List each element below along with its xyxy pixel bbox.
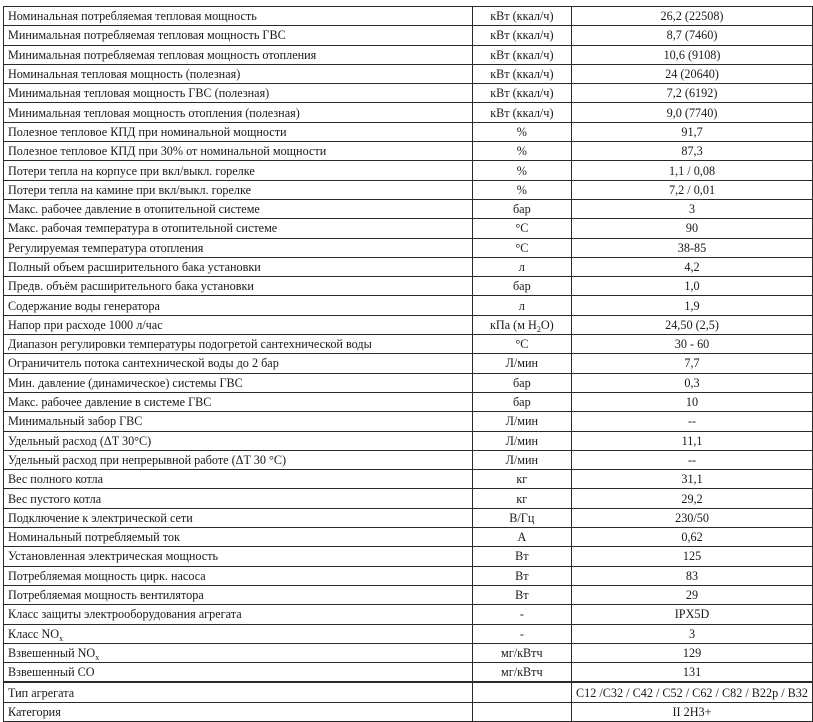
table-row bbox=[4, 142, 813, 161]
value-cell: 131 bbox=[572, 663, 813, 683]
table-row bbox=[4, 64, 813, 83]
parameter-cell: Потери тепла на камине при вкл/выкл. горелке bbox=[4, 180, 473, 199]
unit-cell: °С bbox=[472, 219, 571, 238]
table-row bbox=[4, 489, 813, 508]
table-row bbox=[4, 26, 813, 45]
unit-cell: л bbox=[472, 257, 571, 276]
table-row bbox=[4, 682, 813, 702]
unit-cell: А bbox=[472, 528, 571, 547]
unit-cell: бар bbox=[472, 373, 571, 392]
value-cell: C12 /C32 / C42 / C52 / C62 / C82 / B22p / B32 bbox=[572, 682, 813, 702]
value-cell: 1,0 bbox=[572, 277, 813, 296]
specs-table bbox=[3, 6, 813, 722]
parameter-cell: Макс. рабочее давление в системе ГВС bbox=[4, 392, 473, 411]
table-row bbox=[4, 373, 813, 392]
table-row bbox=[4, 431, 813, 450]
value-cell: II 2H3+ bbox=[572, 702, 813, 721]
table-row bbox=[4, 180, 813, 199]
value-cell: 7,7 bbox=[572, 354, 813, 373]
value-cell: 0,3 bbox=[572, 373, 813, 392]
unit-cell: % bbox=[472, 180, 571, 199]
parameter-cell: Тип агрегата bbox=[4, 682, 473, 702]
unit-cell: Вт bbox=[472, 585, 571, 604]
table-row bbox=[4, 315, 813, 334]
table-row bbox=[4, 7, 813, 26]
value-cell: 129 bbox=[572, 643, 813, 662]
value-cell: 4,2 bbox=[572, 257, 813, 276]
parameter-cell: Макс. рабочее давление в отопительной системе bbox=[4, 199, 473, 218]
table-row bbox=[4, 450, 813, 469]
value-cell: 125 bbox=[572, 547, 813, 566]
parameter-cell: Регулируемая температура отопления bbox=[4, 238, 473, 257]
parameter-cell: Категория bbox=[4, 702, 473, 721]
value-cell: 11,1 bbox=[572, 431, 813, 450]
unit-cell: кВт (ккал/ч) bbox=[472, 103, 571, 122]
table-row bbox=[4, 663, 813, 683]
parameter-cell: Потребляемая мощность вентилятора bbox=[4, 585, 473, 604]
parameter-cell bbox=[4, 624, 473, 643]
table-row bbox=[4, 624, 813, 643]
parameter-cell: Минимальная тепловая мощность ГВС (полезная) bbox=[4, 84, 473, 103]
value-cell: 3 bbox=[572, 199, 813, 218]
unit-cell: кВт (ккал/ч) bbox=[472, 84, 571, 103]
value-cell: 38-85 bbox=[572, 238, 813, 257]
parameter-cell: Взвешенный CO bbox=[4, 663, 473, 683]
table-row bbox=[4, 122, 813, 141]
unit-cell: бар bbox=[472, 277, 571, 296]
value-cell: 10,6 (9108) bbox=[572, 45, 813, 64]
parameter-cell: Полный объем расширительного бака установки bbox=[4, 257, 473, 276]
parameter-cell: Полезное тепловое КПД при 30% от номинальной мощности bbox=[4, 142, 473, 161]
unit-cell: кг bbox=[472, 489, 571, 508]
unit-cell: л bbox=[472, 296, 571, 315]
value-cell: 87,3 bbox=[572, 142, 813, 161]
unit-text: кПа (м H bbox=[490, 317, 537, 332]
unit-cell: кг bbox=[472, 470, 571, 489]
value-cell: IPX5D bbox=[572, 605, 813, 624]
value-cell: 1,1 / 0,08 bbox=[572, 161, 813, 180]
table-row bbox=[4, 508, 813, 527]
unit-cell: °С bbox=[472, 238, 571, 257]
table-row bbox=[4, 392, 813, 411]
unit-cell: % bbox=[472, 122, 571, 141]
table-row bbox=[4, 277, 813, 296]
unit-cell: - bbox=[472, 624, 571, 643]
parameter-cell: Минимальная потребляемая тепловая мощность отопления bbox=[4, 45, 473, 64]
parameter-cell: Минимальный забор ГВС bbox=[4, 412, 473, 431]
parameter-cell: Минимальная тепловая мощность отопления (полезная) bbox=[4, 103, 473, 122]
unit-cell: кВт (ккал/ч) bbox=[472, 7, 571, 26]
table-row bbox=[4, 296, 813, 315]
unit-cell: - bbox=[472, 605, 571, 624]
value-cell: 0,62 bbox=[572, 528, 813, 547]
unit-cell: Л/мин bbox=[472, 431, 571, 450]
specs-table-body bbox=[4, 7, 813, 722]
unit-cell: бар bbox=[472, 199, 571, 218]
parameter-cell: Номинальная потребляемая тепловая мощность bbox=[4, 7, 473, 26]
parameter-cell: Содержание воды генератора bbox=[4, 296, 473, 315]
table-row bbox=[4, 103, 813, 122]
table-row bbox=[4, 412, 813, 431]
unit-cell: В/Гц bbox=[472, 508, 571, 527]
unit-cell: кВт (ккал/ч) bbox=[472, 45, 571, 64]
table-row bbox=[4, 470, 813, 489]
table-row bbox=[4, 84, 813, 103]
table-row bbox=[4, 238, 813, 257]
parameter-subscript: x bbox=[95, 652, 100, 662]
parameter-cell: Установленная электрическая мощность bbox=[4, 547, 473, 566]
parameter-cell: Макс. рабочая температура в отопительной системе bbox=[4, 219, 473, 238]
table-row bbox=[4, 585, 813, 604]
table-row bbox=[4, 528, 813, 547]
unit-cell: мг/кВтч bbox=[472, 663, 571, 683]
unit-cell: кВт (ккал/ч) bbox=[472, 64, 571, 83]
table-row bbox=[4, 199, 813, 218]
parameter-subscript: x bbox=[59, 633, 64, 643]
parameter-cell: Номинальная тепловая мощность (полезная) bbox=[4, 64, 473, 83]
unit-cell: Л/мин bbox=[472, 450, 571, 469]
parameter-text: Класс NO bbox=[8, 626, 60, 641]
value-cell: 29 bbox=[572, 585, 813, 604]
value-cell: 90 bbox=[572, 219, 813, 238]
unit-cell: % bbox=[472, 161, 571, 180]
table-row bbox=[4, 547, 813, 566]
parameter-cell: Удельный расход (ΔT 30°C) bbox=[4, 431, 473, 450]
unit-cell: Вт bbox=[472, 566, 571, 585]
table-row bbox=[4, 566, 813, 585]
value-cell: 3 bbox=[572, 624, 813, 643]
value-cell: 10 bbox=[572, 392, 813, 411]
unit-subscript: 2 bbox=[536, 324, 541, 334]
table-row bbox=[4, 605, 813, 624]
table-row bbox=[4, 219, 813, 238]
parameter-cell: Мин. давление (динамическое) системы ГВС bbox=[4, 373, 473, 392]
parameter-cell: Удельный расход при непрерывной работе (ΔT 30 °C) bbox=[4, 450, 473, 469]
value-cell: 26,2 (22508) bbox=[572, 7, 813, 26]
unit-cell: Вт bbox=[472, 547, 571, 566]
parameter-cell: Напор при расходе 1000 л/час bbox=[4, 315, 473, 334]
value-cell: 230/50 bbox=[572, 508, 813, 527]
unit-cell bbox=[472, 682, 571, 702]
unit-cell: Л/мин bbox=[472, 412, 571, 431]
parameter-cell: Минимальная потребляемая тепловая мощность ГВС bbox=[4, 26, 473, 45]
unit-cell bbox=[472, 315, 571, 334]
unit-cell: бар bbox=[472, 392, 571, 411]
value-cell: 7,2 / 0,01 bbox=[572, 180, 813, 199]
table-row bbox=[4, 335, 813, 354]
value-cell: 1,9 bbox=[572, 296, 813, 315]
value-cell: -- bbox=[572, 412, 813, 431]
parameter-cell: Полезное тепловое КПД при номинальной мощности bbox=[4, 122, 473, 141]
unit-cell: кВт (ккал/ч) bbox=[472, 26, 571, 45]
parameter-cell: Диапазон регулировки температуры подогретой сантехнической воды bbox=[4, 335, 473, 354]
parameter-cell: Номинальный потребляемый ток bbox=[4, 528, 473, 547]
value-cell: 29,2 bbox=[572, 489, 813, 508]
parameter-cell: Вес пустого котла bbox=[4, 489, 473, 508]
parameter-cell: Подключение к электрической сети bbox=[4, 508, 473, 527]
unit-cell: °С bbox=[472, 335, 571, 354]
parameter-cell bbox=[4, 643, 473, 662]
value-cell: 31,1 bbox=[572, 470, 813, 489]
parameter-cell: Класс защиты электрооборудования агрегата bbox=[4, 605, 473, 624]
value-cell: 91,7 bbox=[572, 122, 813, 141]
unit-text-end: O) bbox=[540, 317, 554, 332]
table-row bbox=[4, 257, 813, 276]
value-cell: 83 bbox=[572, 566, 813, 585]
unit-cell: % bbox=[472, 142, 571, 161]
table-row bbox=[4, 161, 813, 180]
value-cell: 7,2 (6192) bbox=[572, 84, 813, 103]
parameter-cell: Потребляемая мощность цирк. насоса bbox=[4, 566, 473, 585]
table-row bbox=[4, 354, 813, 373]
value-cell: 24 (20640) bbox=[572, 64, 813, 83]
parameter-cell: Вес полного котла bbox=[4, 470, 473, 489]
parameter-cell: Потери тепла на корпусе при вкл/выкл. горелке bbox=[4, 161, 473, 180]
unit-cell: Л/мин bbox=[472, 354, 571, 373]
value-cell: 24,50 (2,5) bbox=[572, 315, 813, 334]
table-row bbox=[4, 643, 813, 662]
parameter-cell: Предв. объём расширительного бака установки bbox=[4, 277, 473, 296]
parameter-cell: Ограничитель потока сантехнической воды до 2 бар bbox=[4, 354, 473, 373]
value-cell: -- bbox=[572, 450, 813, 469]
table-row bbox=[4, 45, 813, 64]
value-cell: 8,7 (7460) bbox=[572, 26, 813, 45]
value-cell: 30 - 60 bbox=[572, 335, 813, 354]
value-cell: 9,0 (7740) bbox=[572, 103, 813, 122]
unit-cell: мг/кВтч bbox=[472, 643, 571, 662]
parameter-text: Взвешенный NO bbox=[8, 645, 96, 660]
